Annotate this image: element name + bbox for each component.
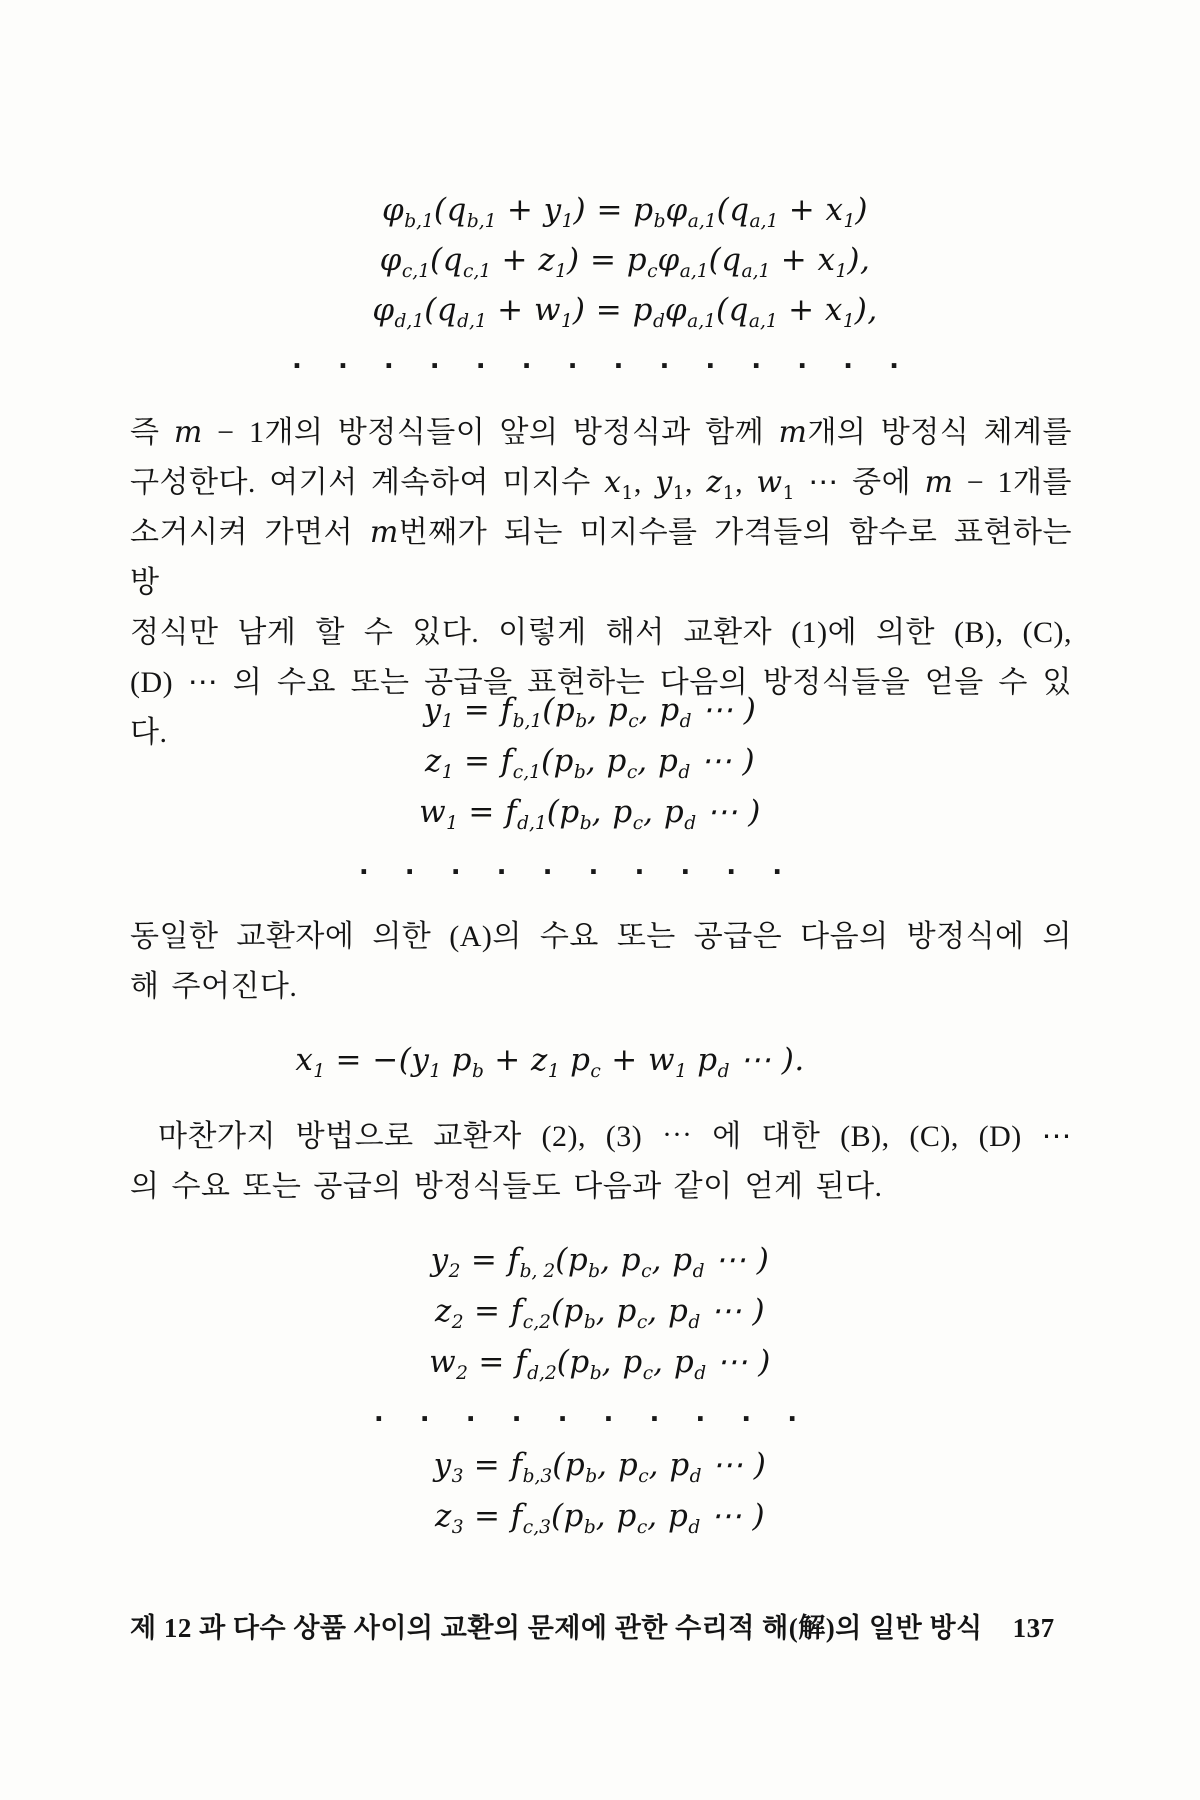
equation-block-3b	[0, 1440, 1200, 1542]
page-footer	[130, 1608, 1130, 1648]
dots-row: . . . . . . . . . . . . . .	[292, 345, 908, 375]
paragraph-line: (D) ⋯ 의 수요 또는 공급을 표현하는 다음의 방정식들을 얻을 수 있다.	[130, 666, 1072, 749]
paragraph-line: 해 주어진다.	[130, 970, 298, 1003]
equation-x1	[0, 1035, 1150, 1085]
footer-chapter-title: 제 12 과 다수 상품 사이의 교환의 문제에 관한 수리적 해(解)의 일반 방식	[130, 1613, 983, 1643]
equation-block-1	[25, 185, 1200, 335]
equation-line: $x_1 = -(y_1$ $p_b + z_1$ $p_c + w_1$ $p_d$ ⋯ ).	[295, 1042, 805, 1083]
paragraph-line: 의 수요 또는 공급의 방정식들도 다음과 같이 얻게 된다.	[130, 1170, 883, 1203]
dots-row: . . . . . . . . . .	[358, 851, 792, 881]
equation-line: $y_3 = f_{b,3}(p_b$, $p_c$, $p_d$ ⋯ )	[433, 1447, 767, 1488]
paragraph-line: 소거시켜 가면서 m번째가 되는 미지수를 가격들의 함수로 표현하는 방	[130, 515, 1072, 599]
page-number: 137	[1012, 1613, 1055, 1643]
paragraph-line: 즉 m − 1개의 방정식들이 앞의 방정식과 함께 m개의 방정식 체계를	[130, 415, 1073, 450]
paragraph-line: 동일한 교환자에 의한 (A)의 수요 또는 공급은 다음의 방정식에 의	[130, 920, 1072, 953]
equation-line: $y_1 = f_{b,1}(p_b$, $p_c$, $p_d$ ⋯ )	[423, 692, 757, 733]
equation-line: $z_2 = f_{c,2}(p_b$, $p_c$, $p_d$ ⋯ )	[434, 1293, 766, 1334]
equation-line: $y_2 = f_{b, 2}(p_b$, $p_c$, $p_d$ ⋯ )	[430, 1242, 770, 1283]
equation-block-3	[0, 1235, 1200, 1388]
equation-line: $z_1 = f_{c,1}(p_b$, $p_c$, $p_d$ ⋯ )	[424, 743, 756, 784]
paragraph-line: 구성한다. 여기서 계속하여 미지수 $x_1$, $y_1$, $z_1$, $w_1$ ⋯ 중에 m − 1개를	[130, 465, 1073, 504]
paragraph-line: 정식만 남게 할 수 있다. 이렇게 해서 교환자 (1)에 의한 (B), (C),	[130, 616, 1072, 649]
equation-line: $z_3 = f_{c,3}(p_b$, $p_c$, $p_d$ ⋯ )	[434, 1498, 766, 1539]
equation-line: $\varphi_{b,1}(q_{b,1} + y_1) = p_b\varphi_{a,1}(q_{a,1} + x_1)$	[381, 192, 868, 233]
equation-line: $\varphi_{d,1}(q_{d,1} + w_1) = p_d\varphi_{a,1}(q_{a,1} + x_1)$,	[372, 292, 878, 333]
paragraph-2	[130, 912, 1072, 1012]
dots-row: . . . . . . . . . .	[373, 1398, 807, 1428]
paragraph-line: 마찬가지 방법으로 교환자 (2), (3) ⋯ 에 대한 (B), (C), (D) ⋯	[158, 1120, 1072, 1153]
equation-line: $w_2 = f_{d,2}(p_b$, $p_c$, $p_d$ ⋯ )	[429, 1344, 771, 1385]
equation-line: $w_1 = f_{d,1}(p_b$, $p_c$, $p_d$ ⋯ )	[419, 794, 761, 835]
paragraph-3	[130, 1112, 1072, 1212]
equation-block-2	[0, 685, 1190, 838]
equation-line: $\varphi_{c,1}(q_{c,1} + z_1) = p_c\varphi_{a,1}(q_{a,1} + x_1)$,	[379, 242, 871, 283]
